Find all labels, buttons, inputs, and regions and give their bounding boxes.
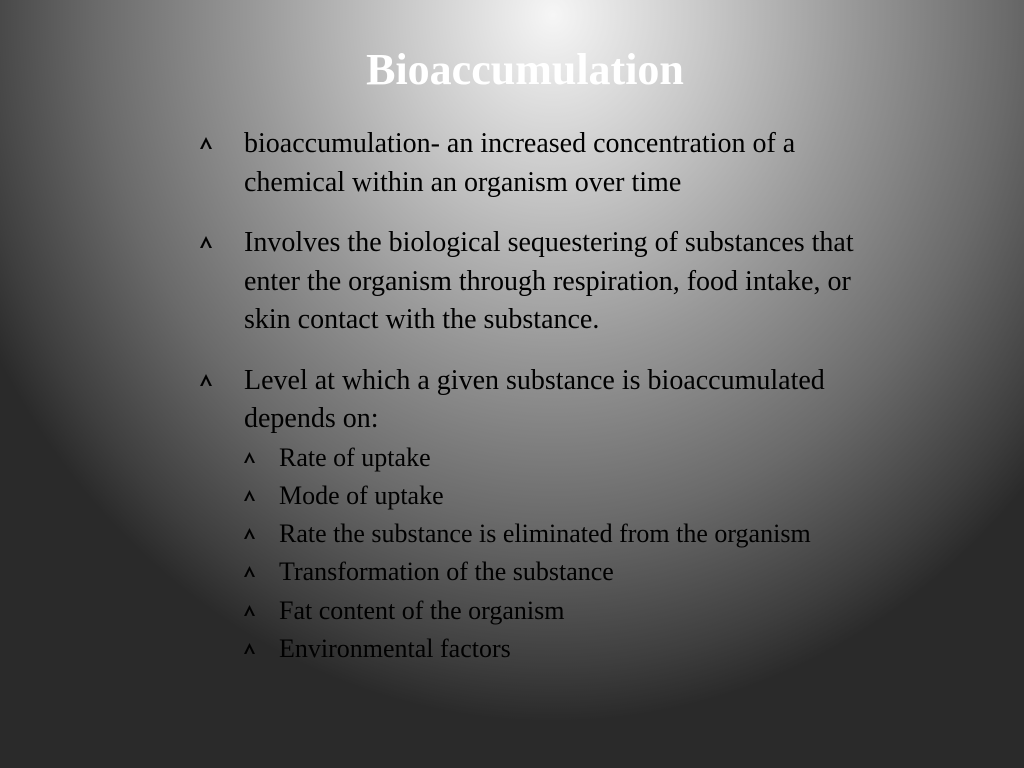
sub-bullet-text: Rate of uptake [279, 442, 431, 472]
caret-bullet-icon [244, 643, 255, 654]
sub-bullet-item [244, 630, 900, 668]
bullet-text: Level at which a given substance is bioaccumulated depends on: [244, 364, 825, 434]
sub-bullet-text: Transformation of the substance [279, 557, 614, 587]
caret-bullet-icon [244, 566, 255, 577]
sub-bullet-text: Mode of uptake [279, 480, 444, 510]
bullet-item [200, 224, 900, 340]
caret-bullet-icon [244, 605, 255, 616]
caret-bullet-icon [200, 374, 212, 386]
sub-bullet-text: Rate the substance is eliminated from the organism [279, 519, 811, 549]
sub-bullet-item [244, 477, 900, 515]
sub-bullet-text: Fat content of the organism [279, 595, 565, 625]
slide-content [200, 125, 900, 690]
bullet-text: Involves the biological sequestering of substances that enter the organism through respiration, food intake, or skin contact with the substance. [244, 227, 854, 335]
caret-bullet-icon [244, 528, 255, 539]
sub-bullet-item [244, 439, 900, 477]
sub-bullet-item [244, 553, 900, 591]
sub-bullet-item [244, 592, 900, 630]
caret-bullet-icon [244, 490, 255, 501]
bullet-item [200, 125, 900, 202]
slide-title: Bioaccumulation [366, 45, 684, 94]
bullet-text: bioaccumulation- an increased concentration of a chemical within an organism over time [244, 128, 796, 198]
bullet-item [200, 362, 900, 669]
sub-bullet-item [244, 515, 900, 553]
caret-bullet-icon [200, 236, 212, 248]
caret-bullet-icon [200, 137, 212, 149]
caret-bullet-icon [244, 452, 255, 463]
sub-bullet-text: Environmental factors [279, 633, 511, 663]
sub-bullet-list [244, 439, 900, 669]
